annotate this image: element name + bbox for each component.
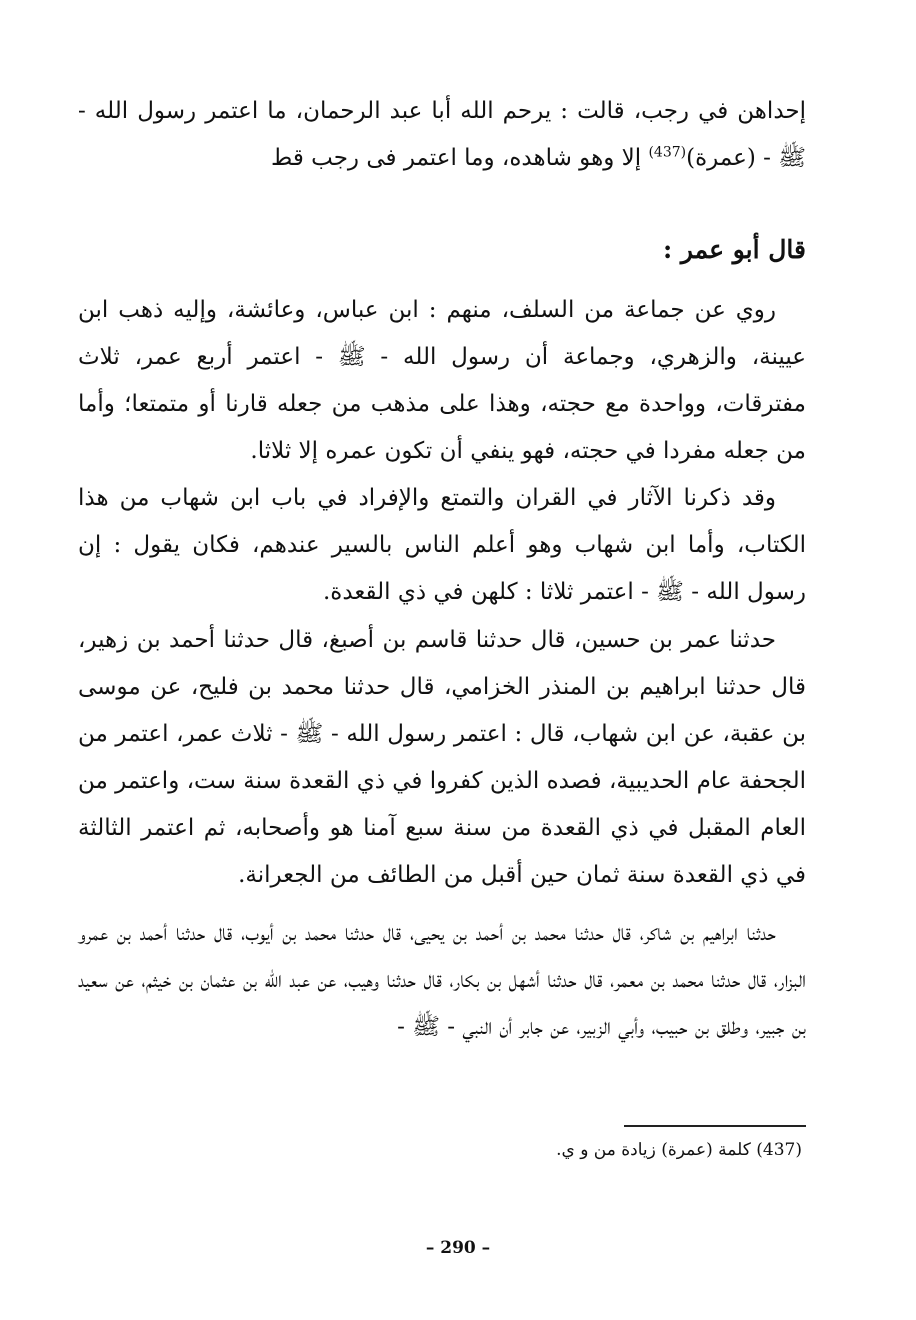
footnote-number: (437) [756,1140,802,1160]
paragraph-3: حدثنا عمر بن حسين، قال حدثنا قاسم بن أصبغ، قال حدثنا أحمد بن زهير، قال حدثنا ابراهيم بن المنذر الخزامي، قال حدثنا محمد بن فليح، عن موسى بن عقبة، عن ابن شهاب، قال : اعتمر رسول الله - ﷺ - ثلاث عمر، اعتمر من الجحفة عام الحديبية، فصده الذين كفروا في ذي القعدة سنة ست، واعتمر من العام المقبل في ذي القعدة من سنة سبع آمنا هو وأصحابه، ثم اعتمر الثالثة في ذي القعدة سنة ثمان حين أقبل من الطائف من الجعرانة. [78,627,806,888]
footnote [78,1136,802,1164]
footnote-divider [624,1125,806,1127]
footnote-text: كلمة (عمرة) زيادة من و ي. [556,1140,757,1160]
paragraph-text: إحداهن في رجب، قالت : يرحم الله أبا عبد الرحمان، ما اعتمر رسول الله - ﷺ - (عمرة) [78,98,806,171]
paragraph-1: روي عن جماعة من السلف، منهم : ابن عباس، وعائشة، وإليه ذهب ابن عيينة، والزهري، وجماعة أن رسول الله - ﷺ - اعتمر أربع عمر، ثلاث مفترقات، وواحدة مع حجته، وهذا على مذهب من جعله قارنا أو متمتعا؛ وأما من جعله مفردا في حجته، فهو ينفي أن تكون عمره إلا ثلاثا. [78,297,806,464]
paragraph-text: إلا وهو شاهده، وما اعتمر فى رجب قط [270,145,649,171]
paragraph-4: حدثنا ابراهيم بن شاكر، قال حدثنا محمد بن أحمد بن يحيى، قال حدثنا محمد بن أيوب، قال حدثنا أحمد بن عمرو البزار، قال حدثنا محمد بن معمر، قال حدثنا أشهل بن بكار، قال حدثنا وهيب، عن عبد الله بن عثمان بن خيثم، عن سعيد بن جبير، وطلق بن حبيب، وأبي الزبير، عن جابر أن النبي - ﷺ - [78,920,806,1040]
footnote-reference: (437) [648,144,687,161]
page-number: – 290 – [425,1238,491,1258]
paragraph-2: وقد ذكرنا الآثار في القران والتمتع والإفراد في باب ابن شهاب من هذا الكتاب، وأما ابن شهاب وهو أعلم الناس بالسير عندهم، فكان يقول : إن رسول الله - ﷺ - اعتمر ثلاثا : كلهن في ذي القعدة. [78,485,806,605]
section-heading: قال أبو عمر : [662,235,806,264]
paragraph-continuation [78,88,806,182]
